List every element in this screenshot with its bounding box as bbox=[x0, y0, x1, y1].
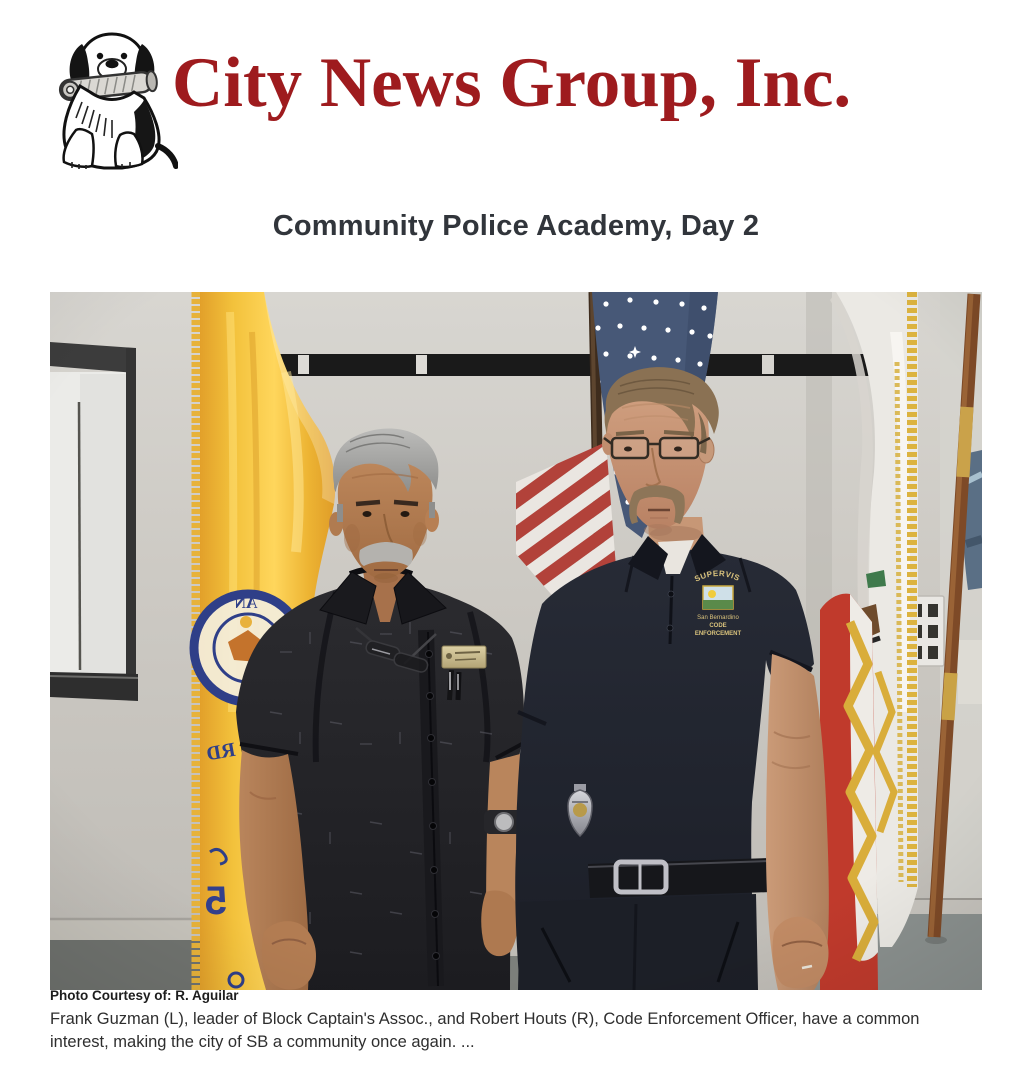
article-photo bbox=[50, 292, 982, 990]
photo-vignette bbox=[50, 292, 982, 990]
article-headline: Community Police Academy, Day 2 bbox=[272, 210, 760, 242]
dog-with-newspaper-icon bbox=[46, 20, 178, 176]
company-logo-text: City News Group, Inc. bbox=[172, 44, 852, 122]
photo-credit: Photo Courtesy of: R. Aguilar bbox=[50, 988, 239, 1003]
article-body-text: Frank Guzman (L), leader of Block Captain's Assoc., and Robert Houts (R), Code Enforcement Officer, have a common interest, making the city of SB a community once again. ... bbox=[50, 1010, 920, 1052]
photo-illustration bbox=[50, 292, 982, 990]
